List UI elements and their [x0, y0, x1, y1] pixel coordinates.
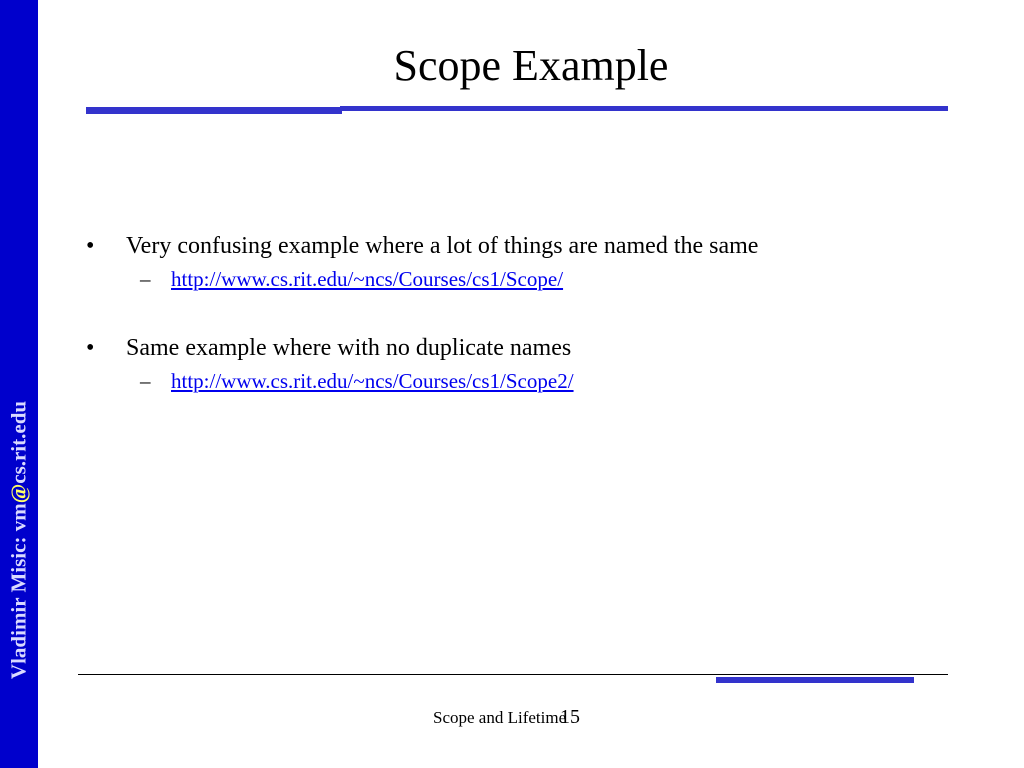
footer-title: Scope and Lifetime — [433, 708, 567, 727]
bullet-item — [86, 228, 966, 264]
at-sign: @ — [6, 483, 31, 504]
bullet-marker: • — [86, 233, 95, 259]
page-number: 15 — [560, 706, 580, 728]
bullet-text: Very confusing example where a lot of things are named the same — [126, 233, 759, 259]
slide-title: Scope Example — [393, 41, 669, 90]
sub-bullet-item — [86, 264, 966, 294]
scope-link[interactable]: http://www.cs.rit.edu/~ncs/Courses/cs1/Scope/ — [171, 267, 564, 291]
bullet-text: Same example where with no duplicate names — [126, 335, 572, 361]
bullet-item — [86, 330, 966, 366]
footer-accent-bar — [716, 677, 914, 683]
scope2-link[interactable]: http://www.cs.rit.edu/~ncs/Courses/cs1/Scope2/ — [171, 369, 574, 393]
author-credit — [7, 401, 32, 679]
bullet-marker: • — [86, 335, 95, 361]
sidebar — [0, 0, 38, 768]
sub-bullet-marker: – — [140, 369, 151, 393]
sub-bullet-marker: – — [140, 267, 151, 291]
author-name: Vladimir Misic: vm — [6, 503, 31, 680]
author-domain: cs.rit.edu — [6, 400, 31, 484]
title-rule-thin — [340, 106, 948, 111]
sub-bullet-item — [86, 366, 966, 396]
footer-rule — [78, 674, 948, 675]
title-rule-thick — [86, 107, 342, 114]
slide-content — [86, 228, 966, 432]
